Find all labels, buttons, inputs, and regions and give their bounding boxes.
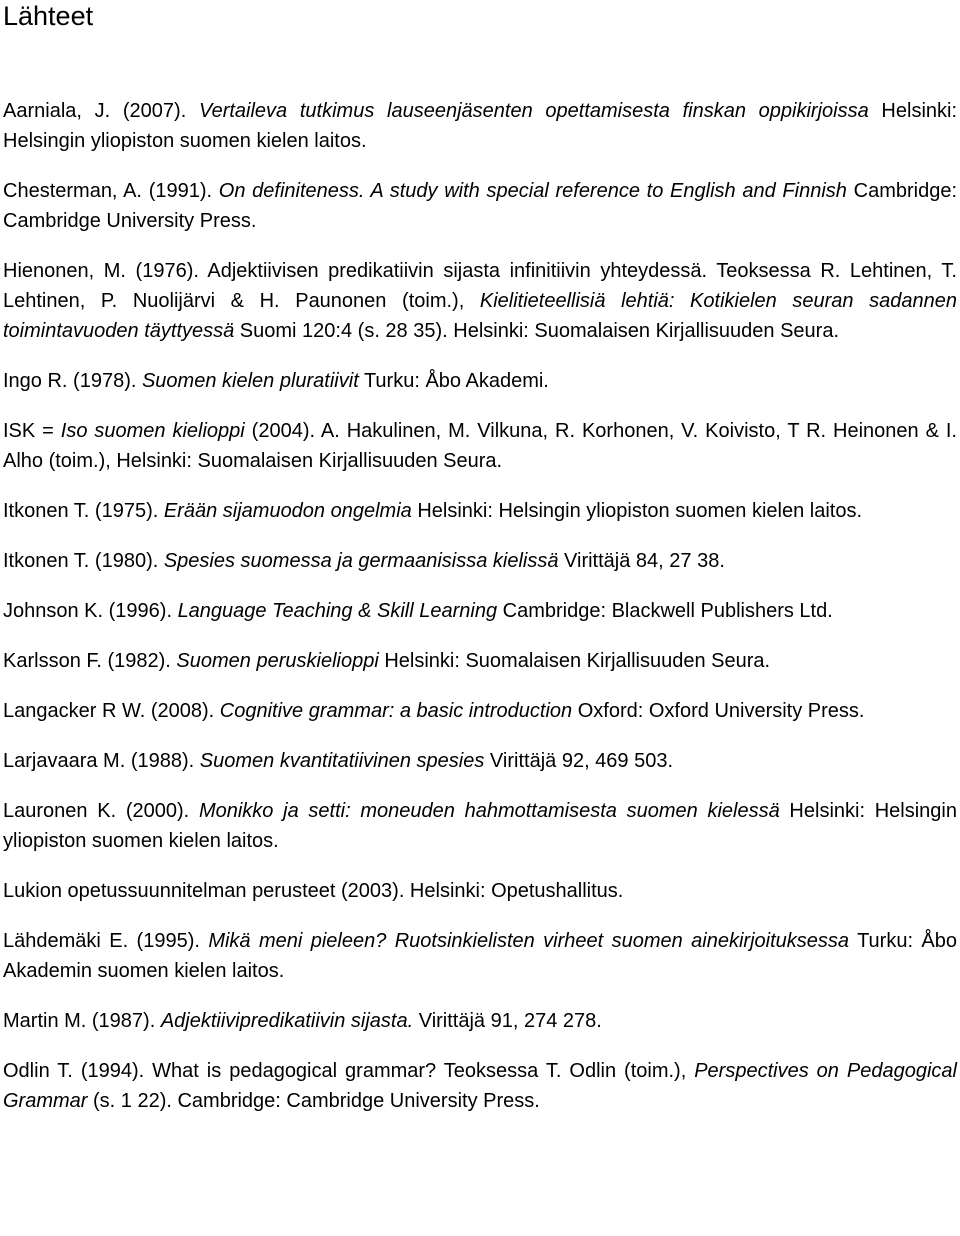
reference-text: Cambridge: Blackwell Publishers Ltd. [497, 600, 833, 622]
reference-text: Lukion opetussuunnitelman perusteet (2003). Helsinki: Opetushallitus. [3, 880, 624, 902]
reference-text: Virittäjä 84, 27 38. [558, 550, 725, 572]
reference-entry [3, 746, 957, 776]
reference-entry [3, 926, 957, 986]
reference-entry [3, 496, 957, 526]
reference-title: Adjektiivipredikatiivin sijasta. [160, 1010, 414, 1032]
reference-title: Kielitieteellisiä lehtiä: Kotikielen seuran sadannen toimintavuoden täyttyessä [3, 290, 957, 342]
reference-text: Suomi 120:4 (s. 28 35). Helsinki: Suomalaisen Kirjallisuuden Seura. [234, 320, 840, 342]
reference-text: Chesterman, A. (1991). [3, 180, 219, 202]
reference-entry [3, 1006, 957, 1036]
reference-title: Language Teaching & Skill Learning [177, 600, 498, 622]
reference-text: Cambridge: Cambridge University Press. [3, 180, 958, 232]
reference-entry [3, 176, 957, 236]
reference-entry [3, 876, 957, 906]
document-page [3, 0, 957, 1136]
reference-list [3, 96, 957, 1116]
reference-text: Odlin T. (1994). What is pedagogical grammar? Teoksessa T. Odlin (toim.), [3, 1060, 695, 1082]
reference-entry [3, 546, 957, 576]
reference-text: Turku: Åbo Akademin suomen kielen laitos. [3, 930, 957, 982]
reference-title: Cognitive grammar: a basic introduction [219, 700, 573, 722]
reference-title: Suomen peruskielioppi [176, 650, 379, 672]
reference-entry [3, 366, 957, 396]
reference-text: (s. 1 22). Cambridge: Cambridge University Press. [87, 1090, 540, 1112]
reference-text: Aarniala, J. (2007). [3, 100, 199, 122]
reference-entry [3, 416, 957, 476]
reference-text: ISK = [3, 420, 61, 442]
reference-title: On definiteness. A study with special reference to English and Finnish [218, 180, 847, 202]
reference-entry [3, 256, 957, 346]
reference-text: Langacker R W. (2008). [3, 700, 220, 722]
reference-text: Virittäjä 92, 469 503. [484, 750, 674, 772]
reference-title: Perspectives on Pedagogical Grammar [3, 1060, 957, 1112]
reference-title: Erään sijamuodon ongelmia [163, 500, 412, 522]
reference-text: Larjavaara M. (1988). [3, 750, 200, 772]
reference-entry [3, 1056, 957, 1116]
reference-text: Itkonen T. (1975). [3, 500, 164, 522]
reference-title: Vertaileva tutkimus lauseenjäsenten opettamisesta finskan oppikirjoissa [198, 100, 869, 122]
reference-text: Karlsson F. (1982). [3, 650, 177, 672]
reference-text: Helsinki: Suomalaisen Kirjallisuuden Seura. [378, 650, 771, 672]
reference-text: Helsinki: Helsingin yliopiston suomen kielen laitos. [411, 500, 862, 522]
reference-entry [3, 796, 957, 856]
reference-text: Lauronen K. (2000). [3, 800, 199, 822]
reference-text: Helsinki: Helsingin yliopiston suomen kielen laitos. [3, 100, 958, 152]
reference-title: Suomen kvantitatiivinen spesies [199, 750, 485, 772]
reference-text: Itkonen T. (1980). [3, 550, 164, 572]
reference-title: Monikko ja setti: moneuden hahmottamisesta suomen kielessä [198, 800, 780, 822]
reference-text: Ingo R. (1978). [3, 370, 142, 392]
reference-text: Hienonen, M. (1976). Adjektiivisen predikatiivin sijasta infinitiivin yhteydessä. Teoksessa R. Lehtinen, T. Lehtinen, P. Nuolijärvi & H. Paunonen (toim.), [3, 260, 957, 312]
reference-text: Helsinki: Helsingin yliopiston suomen kielen laitos. [3, 800, 957, 852]
reference-text: (2004). A. Hakulinen, M. Vilkuna, R. Korhonen, V. Koivisto, T R. Heinonen & I. Alho (toim.), Helsinki: Suomalaisen Kirjallisuuden Seura. [3, 420, 957, 472]
reference-entry [3, 596, 957, 626]
reference-title: Spesies suomessa ja germaanisissa kielissä [163, 550, 559, 572]
reference-entry [3, 696, 957, 726]
reference-text: Lähdemäki E. (1995). [3, 930, 209, 952]
reference-entry [3, 96, 957, 156]
reference-title: Iso suomen kielioppi [60, 420, 245, 442]
reference-text: Virittäjä 91, 274 278. [413, 1010, 602, 1032]
reference-text: Turku: Åbo Akademi. [358, 370, 549, 392]
reference-text: Johnson K. (1996). [3, 600, 178, 622]
reference-title: Suomen kielen pluratiivit [141, 370, 359, 392]
reference-text: Martin M. (1987). [3, 1010, 161, 1032]
reference-text: Oxford: Oxford University Press. [572, 700, 865, 722]
page-title: Lähteet [3, 1, 94, 31]
reference-title: Mikä meni pieleen? Ruotsinkielisten virheet suomen ainekirjoituksessa [208, 930, 850, 952]
reference-entry [3, 646, 957, 676]
